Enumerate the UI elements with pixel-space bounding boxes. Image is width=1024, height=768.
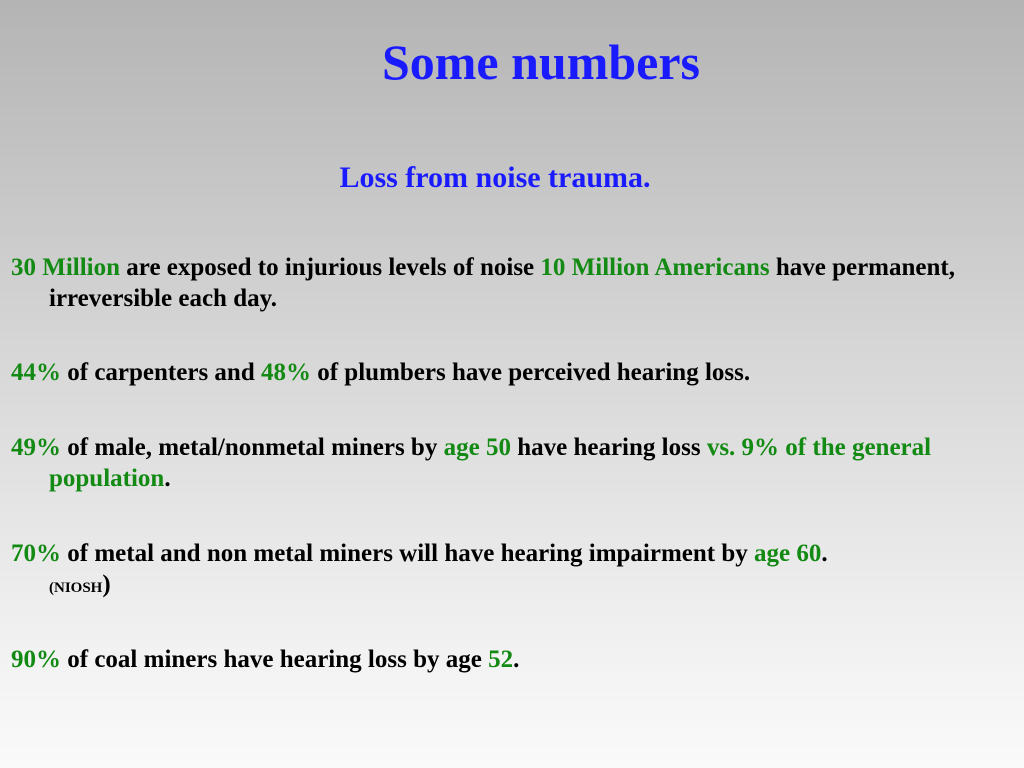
text-segment: have permanent, irreversible each day. (49, 254, 955, 312)
stat-44-percent: 44% (11, 359, 61, 386)
text-segment: of plumbers have perceived hearing loss. (310, 359, 751, 386)
bullet-hearing-impairment (11, 538, 1024, 604)
stat-general-population: vs. 9% of the general population (49, 434, 932, 492)
text-segment: . (164, 465, 171, 492)
stat-49-percent: 49% (11, 434, 61, 461)
text-segment: of male, metal/nonmetal miners by (61, 434, 444, 461)
text-segment: . (513, 646, 520, 673)
slide-subtitle: Loss from noise trauma. (339, 161, 651, 194)
stat-90-percent: 90% (11, 646, 61, 673)
text-segment: are exposed to injurious levels of noise (120, 254, 541, 281)
citation-niosh: (NIOSH (49, 580, 103, 596)
stat-age-60: age 60 (754, 540, 822, 567)
stat-70-percent: 70% (11, 540, 61, 567)
bullet-carpenters-plumbers (11, 357, 1024, 388)
text-segment: of carpenters and (61, 359, 261, 386)
stat-30-million: 30 Million (11, 254, 121, 281)
bullet-metal-miners (11, 432, 1024, 494)
stat-10-million-americans: 10 Million Americans (540, 254, 770, 281)
text-segment: . (821, 540, 828, 567)
text-segment: have hearing loss (510, 434, 707, 461)
text-segment: of metal and non metal miners will have hearing impairment by (61, 540, 755, 567)
bullet-noise-exposure (11, 252, 1024, 314)
citation-close: ) (102, 571, 111, 598)
stat-age-52: 52 (488, 646, 514, 673)
text-segment: of coal miners have hearing loss by age (61, 646, 489, 673)
stat-48-percent: 48% (260, 359, 311, 386)
bullet-coal-miners (11, 644, 1024, 675)
stat-age-50: age 50 (443, 434, 511, 461)
slide-title: Some numbers (381, 34, 701, 90)
